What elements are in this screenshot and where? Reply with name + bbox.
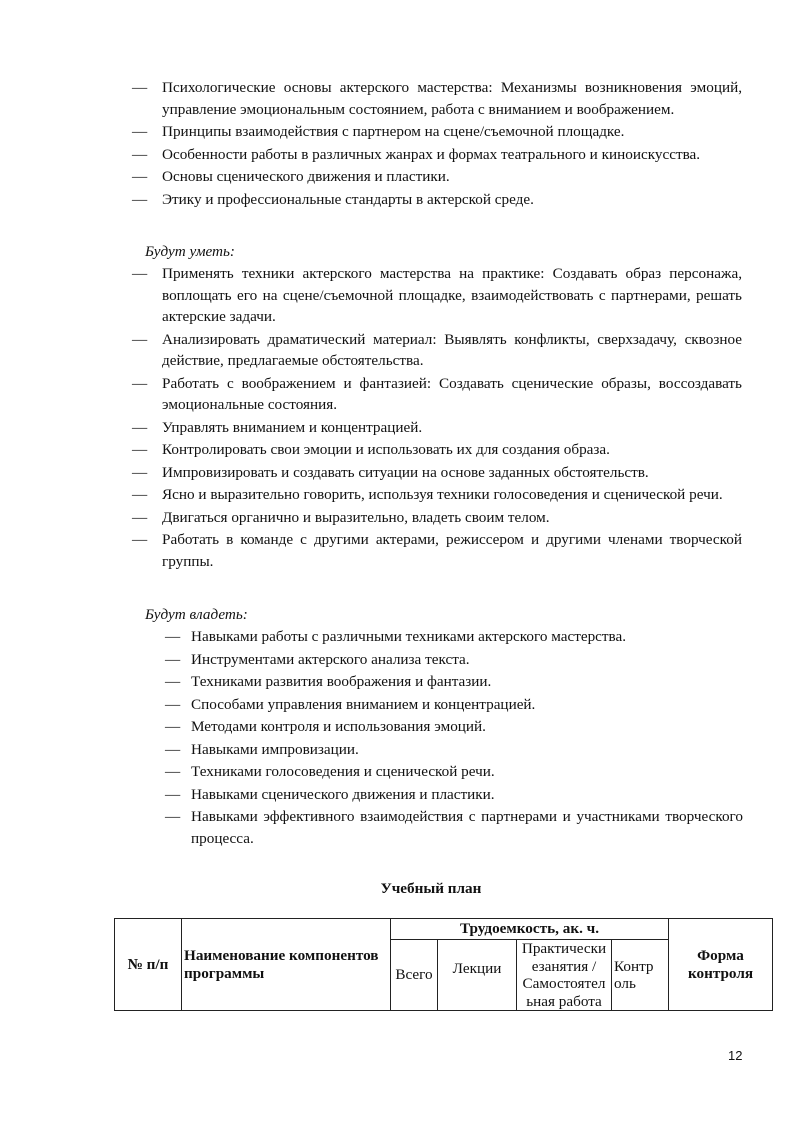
- dash-marker: —: [165, 673, 181, 690]
- list-item: — Инструментами актерского анализа текста.: [191, 649, 743, 671]
- column-header-lectures: Лекции: [438, 940, 517, 1011]
- dash-marker: —: [132, 463, 148, 481]
- list-item: — Навыками импровизации.: [191, 739, 743, 761]
- column-header-name: Наименование компонентов программы: [182, 919, 391, 1011]
- list-item: — Основы сценического движения и пластики.: [162, 166, 742, 188]
- dash-marker: —: [165, 785, 181, 803]
- list-item: — Работать с воображением и фантазией: Создавать сценические образы, воссоздавать эмоциональные состояния.: [132, 374, 742, 413]
- dash-marker: —: [132, 265, 148, 282]
- list-item: — Этику и профессиональные стандарты в актерской среде.: [162, 189, 742, 211]
- column-header-practice: Практически езанятия / Самостоятел ьная работа: [517, 940, 612, 1011]
- dash-marker: —: [132, 486, 148, 503]
- dash-marker: —: [132, 508, 148, 526]
- dash-marker: —: [132, 531, 148, 548]
- mastery-list: [165, 626, 743, 850]
- dash-marker: —: [132, 123, 148, 140]
- knowledge-list: [132, 77, 742, 211]
- list-item: — Ясно и выразительно говорить, используя техники голосоведения и сценической речи.: [162, 484, 742, 506]
- skills-heading: Будут уметь:: [145, 243, 235, 260]
- list-item: — Применять техники актерского мастерства на практике: Создавать образ персонажа, воплощать его на сцене/съемочной площадке, взаимодействовать с партнерами, решать актерские задачи.: [132, 265, 742, 325]
- list-item: — Импровизировать и создавать ситуации на основе заданных обстоятельств.: [162, 462, 742, 484]
- plan-title: Учебный план: [380, 880, 482, 897]
- skills-list: [132, 263, 742, 573]
- dash-marker: —: [165, 718, 181, 735]
- list-item: — Анализировать драматический материал: Выявлять конфликты, сверхзадачу, сквозное действие, предлагаемые обстоятельства.: [132, 330, 742, 369]
- column-header-total: Всего: [391, 940, 438, 1011]
- list-item: — Техниками развития воображения и фантазии.: [191, 671, 743, 693]
- list-item: — Навыками эффективного взаимодействия с партнерами и участниками творческого процесса.: [165, 808, 743, 847]
- list-item: — Навыками сценического движения и пластики.: [191, 784, 743, 806]
- column-header-number: № п/п: [115, 919, 182, 1011]
- column-header-form: Форма контроля: [669, 919, 773, 1011]
- dash-marker: —: [165, 740, 181, 758]
- column-header-labor: Трудоемкость, ак. ч.: [391, 919, 669, 940]
- list-item: — Особенности работы в различных жанрах и формах театрального и киноискусства.: [162, 144, 742, 166]
- list-item: — Способами управления вниманием и концентрацией.: [191, 694, 743, 716]
- dash-marker: —: [132, 145, 148, 163]
- column-header-control: Контр оль: [612, 940, 669, 1011]
- list-item: — Принципы взаимодействия с партнером на сцене/съемочной площадке.: [162, 121, 742, 143]
- mastery-heading: Будут владеть:: [145, 606, 248, 623]
- dash-marker: —: [165, 763, 181, 780]
- dash-marker: —: [132, 190, 148, 208]
- list-item: — Двигаться органично и выразительно, владеть своим телом.: [162, 507, 742, 529]
- dash-marker: —: [132, 418, 148, 436]
- list-item: — Психологические основы актерского мастерства: Механизмы возникновения эмоций, управление эмоциональным состоянием, работа с вниманием и воображением.: [132, 79, 742, 118]
- curriculum-table: [114, 918, 773, 1011]
- dash-marker: —: [132, 330, 148, 348]
- list-item: — Управлять вниманием и концентрацией.: [162, 417, 742, 439]
- dash-marker: —: [165, 695, 181, 713]
- page-number: 12: [728, 1048, 743, 1063]
- dash-marker: —: [132, 79, 148, 96]
- dash-marker: —: [132, 441, 148, 458]
- dash-marker: —: [165, 808, 181, 825]
- list-item: — Методами контроля и использования эмоций.: [191, 716, 743, 738]
- list-item: — Навыками работы с различными техниками актерского мастерства.: [191, 626, 743, 648]
- dash-marker: —: [165, 628, 181, 645]
- dash-marker: —: [132, 374, 148, 392]
- list-item: — Контролировать свои эмоции и использовать их для создания образа.: [162, 439, 742, 461]
- dash-marker: —: [132, 168, 148, 185]
- list-item: — Работать в команде с другими актерами, режиссером и другими членами творческой группы.: [132, 531, 742, 570]
- list-item: — Техниками голосоведения и сценической речи.: [191, 761, 743, 783]
- dash-marker: —: [165, 650, 181, 668]
